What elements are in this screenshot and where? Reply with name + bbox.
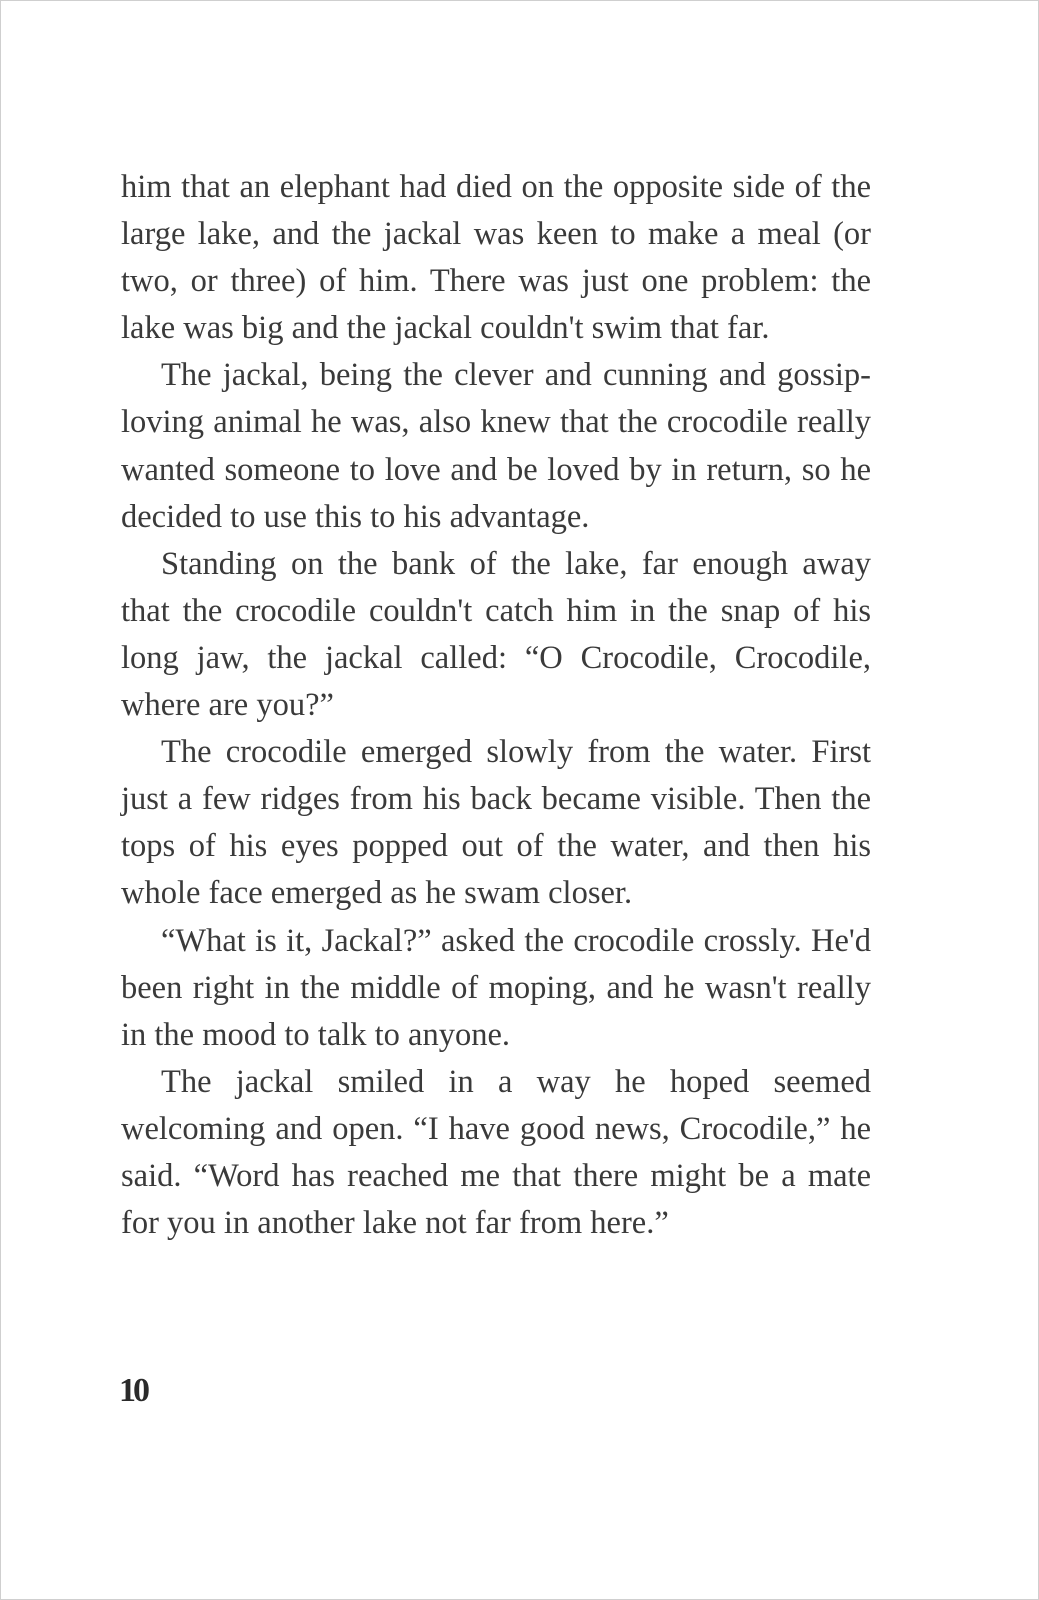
paragraph-2: The jackal, being the clever and cunning and gossip-loving animal he was, also knew that the crocodile really wanted someone to love and be loved by in return, so he decided to use this to his advantage. [121,357,871,535]
paragraph-6: The jackal smiled in a way he hoped seemed welcoming and open. “I have good news, Crocodile,” he said. “Word has reached me that there might be a mate for you in another lake not far from here.” [121,1063,871,1242]
paragraph-3: Standing on the bank of the lake, far enough away that the crocodile couldn't catch him in the snap of his long jaw, the jackal called: “O Crocodile, Crocodile, where are you?” [121,545,871,724]
paragraph-4: The crocodile emerged slowly from the water. First just a few ridges from his back became visible. Then the tops of his eyes popped out of the water, and then his whole face emerged as he swam closer. [121,734,871,912]
page-number: 10 [119,1372,147,1409]
paragraph-1: him that an elephant had died on the opposite side of the large lake, and the jackal was keen to make a meal (or two, or three) of him. There was just one problem: the lake was big and the jackal couldn't swim that far. [121,169,871,347]
paragraph-5: “What is it, Jackal?” asked the crocodile crossly. He'd been right in the middle of moping, and he wasn't really in the mood to talk to anyone. [121,922,871,1053]
body-text [121,164,871,1247]
